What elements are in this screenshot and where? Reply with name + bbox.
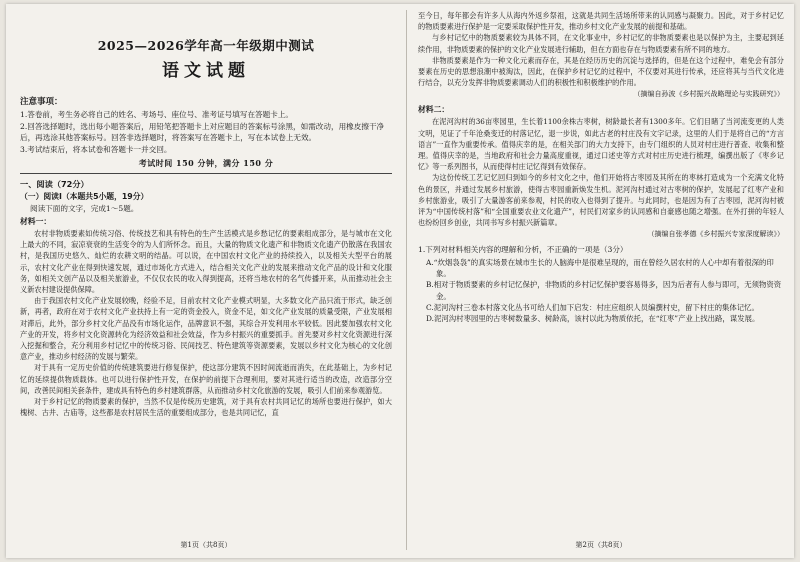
material-1-source: （摘编自孙波《乡村振兴战略理论与实践研究》） — [633, 90, 784, 99]
note-item: 3.考试结束后，将本试卷和答题卡一并交回。 — [20, 144, 172, 154]
material-1-paragraph: 非物质要素是作为一种文化元素而存在，其是在经历历史的沉淀与选择的，但是在这个过程中，难免会有部分要素在历史的思想浪潮中被淘汰，因此，在保护乡村记忆的过程中，不仅要对其进行传承，还应将其与当代文化进行结合，以充分发挥非物质要素调动人们的积极性和积极维护的作用。 — [418, 55, 784, 88]
material-1-paragraph: 与乡村记忆中的物质要素较为具体不同，在文化事业中，乡村记忆的非物质要素也是以保护为主，主要起到延续作用，非物质要素的保护的文化产业发展进行辅助，但在方面也存在与物质要素有所不同的地方。 — [418, 33, 784, 54]
question-1: 1.下列对材料相关内容的理解和分析，不正确的一项是（3分） — [418, 245, 628, 255]
section-heading: 一、阅读（72分） — [20, 179, 89, 189]
material-1-heading: 材料一： — [20, 217, 52, 226]
material-1-paragraph: 由于我国农村文化产业发展较晚，经验不足，目前农村文化产业模式明显，大多数文化产品只流于形式，缺乏创新，再者，政府在对于农村文化产业扶持上有一定的资金投入，资金不足，如文化产业发展的质量受限，产业发展相对滞后，此外，部分乡村文化产品没有市场化运作，品牌意识不强，其综合开发利用水平较低。因此要加强农村文化产业的开发，将乡村文化资源转化为经济效益和社会效益，作为乡村振兴的重要抓手。首先要对乡村文化资源进行深入挖掘和整合，充分利用乡村记忆中的传统习俗、民间技艺、特色建筑等资源要素，发展以乡村文化为核心的文化创意产业，推动乡村经济的发展与繁荣。 — [20, 296, 392, 362]
material-1-paragraph: 至今日，每年都会有许多人从海内外返乡祭祖，这就是共同生活场所带来的认同感与凝聚力。因此，对于乡村记忆的物质要素进行保护是一定要采取保护性开发，推动乡村文化产业发展的前提和基础。 — [418, 11, 784, 32]
question-1-option-d: D.泥河沟村枣园里的古枣树数量多、树龄高，该村以此为物质依托，在“红枣”产业上找出路，谋发展。 — [426, 313, 760, 323]
page-divider — [406, 10, 407, 550]
subsection-heading: （一）阅读Ⅰ（本题共5小题，19分） — [20, 192, 149, 201]
subject-title: 语文试题 — [162, 61, 250, 81]
section-divider — [20, 173, 392, 174]
material-2-heading: 材料二： — [418, 105, 450, 115]
exam-sheet — [6, 4, 794, 558]
material-1-paragraph: 农村非物质要素如传统习俗、传统技艺和具有特色的生产生活模式是乡愁记忆的要素组成部分，是与城市在文化上最大的不同，寂凉衰衰的生活变令的为人们所怀念。而且，大量的物质文化遗产和非物质文化遗产仍散落在我国农村，是我国历史悠久、灿烂的农耕文明的结晶。可以说，在中国农村文化产业的持续投入，以及相关大型平台的展示，农村文化产业在得到快速发展，通过市场化方式进入，结合相关文化产业的发展来推动文化产品的设计和文化服务，如相关文创产品以及相关旅游业，不仅仅农民的收入得到提高，还将当地农村的名气传播开来，从而推动社会主义新农村建设提供保障。 — [20, 229, 392, 295]
material-2-source: （摘编自张孝德《乡村振兴专家深度解读》） — [647, 230, 784, 239]
material-1-paragraph: 对于具有一定历史价值的传统建筑要进行修复保护，使这部分建筑不因时间流逝而消失，在此基础上，为乡村记忆的延续提供物质载体。也可以进行保护性开发，在保护的前提下合理利用，要对其进行适当的改造，改造部分空间，改善民间相关套条件，建成具有特色的乡村建筑群落，从而推动乡村文化旅游的发展，吸引人们前来参观游览。 — [20, 363, 392, 395]
exam-title: 2025—2026学年高一年级期中测试 — [97, 38, 315, 53]
material-1-paragraph: 对于乡村记忆的物质要素的保护，当然不仅是传统历史建筑，对于具有农村共同记忆的场所也要进行保护，如大槐树、古井、古庙等，这些都是农村居民生活的重要组成部分，也是共同记忆，直 — [20, 397, 392, 418]
question-1-option-c: C.泥河沟村三卷本村落文化丛书可给人们加下启发：村庄应组织人员编撰村史，留下村庄的集体记忆。 — [426, 302, 759, 312]
exam-time-line: 考试时间 150 分钟，满分 150 分 — [138, 158, 274, 168]
reading-instruction: 阅读下面的文字，完成1～5题。 — [30, 204, 139, 213]
left-page — [20, 10, 392, 550]
material-2-paragraph: 在泥河沟村的36亩枣园里，生长着1100余株古枣树，树龄最长者有1300多年。它们目睹了当河流变更的人类文明，见证了千年沧桑变迁的村落记忆，退一步说，如此古老的村庄没有文字记录，这里的人们于是将自己的“方言语言”一直作为重要传承。值得庆幸的是，在相关部门的大力支持下，由专门组织的人员对村庄进行普查、收集和整理。值得庆幸的是，当地政府和社会力量高度重视，通过口述史等方式对村庄历史进行梳理，编撰出版了《枣乡记忆》等一系列图书，从而使得村庄记忆得到有效保存。 — [418, 117, 784, 172]
page-footer: 第2页（共8页） — [575, 541, 627, 549]
note-item: 2.回答选择题时，选出每小题答案后，用铅笔把答题卡上对应题目的答案标号涂黑，如需改动，用橡皮擦干净后，再选涂其他答案标号。回答非选择题时，将答案写在答题卡上，写在本试卷上无效。 — [20, 121, 385, 142]
right-page — [418, 10, 784, 550]
material-2-paragraph: 为这份传统工艺记忆回归到如今的乡村文化之中，他们开始将古枣园及其所在的枣林打造成为一个充满文化特色的景区，并通过发展乡村旅游，使得古枣园重新焕发生机。泥河沟村通过对古枣树的保护，发展起了红枣产业和乡村旅游业，吸引了大量游客前来参观，村民的收入也得到了提升。与此同时，也是因为有了古枣园，泥河沟村被评为“中国传统村落”和“全国重要农业文化遗产”，村民们对家乡的认同感和自豪感也随之增强。在外打拼的年轻人也纷纷回乡创业，共同书写乡村振兴新篇章。 — [418, 173, 784, 228]
notes-heading: 注意事项： — [20, 97, 63, 107]
page-footer: 第1页（共8页） — [180, 541, 232, 549]
note-item: 1.答卷前，考生务必将自己的姓名、考场号、座位号、准考证号填写在答题卡上。 — [20, 110, 294, 119]
question-1-option-a: A.“炊烟袅袅”的真实场景在城市生长的人脑海中是很难呈现的，而在曾经久居农村的人心中却有着很深的印象。 — [426, 257, 774, 279]
question-1-option-b: B.相对于物质要素的乡村记忆保护，非物质的乡村记忆保护要容易得多，因为后者有人参与即可，无须物资资金。 — [426, 280, 782, 301]
